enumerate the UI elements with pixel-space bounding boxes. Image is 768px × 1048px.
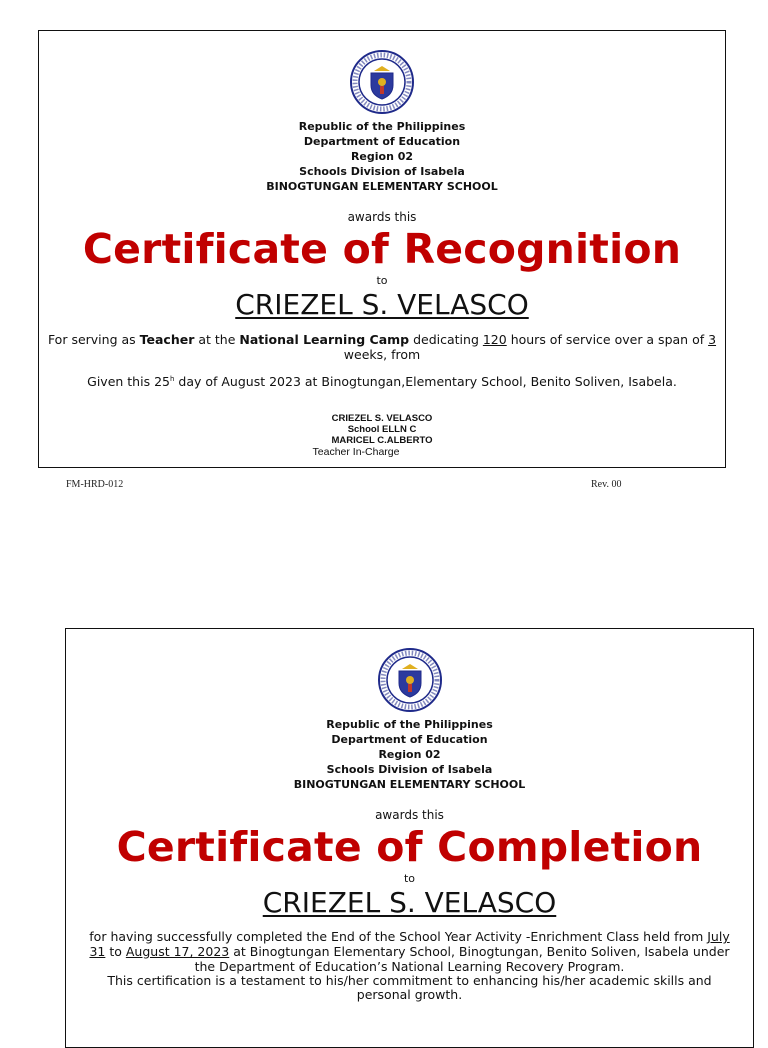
completion-body — [66, 929, 753, 974]
hours-value: 120 — [482, 332, 507, 347]
body-segment: hours of service over a span of — [506, 332, 709, 347]
header-line: Schools Division of Isabela — [326, 763, 493, 776]
revision-label: Rev. 00 — [591, 479, 622, 490]
header-line: Department of Education — [303, 135, 461, 148]
body-segment: at Binogtungan Elementary School, Binogtungan, Benito Soliven, Isabela under the Department of Education’s National Learning Recovery Program. — [194, 944, 730, 974]
end-date: August 17, 2023 — [125, 944, 230, 959]
form-code: FM-HRD-012 — [66, 479, 124, 490]
signatories — [39, 413, 725, 458]
deped-seal-icon — [349, 49, 415, 115]
start-date: July 31 — [89, 929, 730, 959]
testament-text: This certification is a testament to his/her commitment to enhancing his/her academic skills and personal growth. — [107, 973, 712, 1002]
to-text: to — [376, 274, 388, 287]
weeks-value: 3 — [708, 332, 717, 347]
given-segment: day of August 2023 at Binogtungan,Elementary School, Benito Soliven, Isabela. — [174, 374, 677, 389]
header-line: Republic of the Philippines — [298, 120, 466, 133]
program-text: National Learning Camp — [239, 332, 410, 347]
awards-text: awards this — [375, 808, 444, 822]
recognition-body — [39, 332, 725, 362]
role-text: Teacher — [139, 332, 195, 347]
recipient-name: CRIEZEL S. VELASCO — [235, 288, 529, 321]
awards-text: awards this — [347, 210, 417, 224]
to-text: to — [403, 872, 416, 885]
given-segment: Given this 25 — [87, 374, 170, 389]
certificate-of-recognition — [38, 30, 726, 468]
header-line: Republic of the Philippines — [326, 718, 493, 731]
header-line: Department of Education — [331, 733, 488, 746]
signatory-title: School ELLN C — [347, 424, 417, 435]
body-segment: for having successfully completed the End of the School Year Activity -Enrichment Class held from — [89, 929, 708, 944]
header-line: BINOGTUNGAN ELEMENTARY SCHOOL — [266, 180, 498, 193]
issuer-header — [66, 717, 753, 792]
certificate-title: Certificate of Completion — [116, 823, 703, 871]
header-line: Schools Division of Isabela — [299, 165, 465, 178]
recipient-name: CRIEZEL S. VELASCO — [262, 886, 557, 919]
certificate-title: Certificate of Recognition — [82, 225, 682, 273]
issuer-header — [39, 119, 725, 194]
header-line: BINOGTUNGAN ELEMENTARY SCHOOL — [293, 778, 526, 791]
signatory-title: Teacher In-Charge — [312, 446, 400, 458]
given-date-text — [39, 374, 725, 389]
body-segment: For serving as — [47, 332, 140, 347]
signatory-name: MARICEL C.ALBERTO — [331, 435, 433, 446]
day-suffix: h — [169, 374, 175, 383]
deped-seal-icon — [377, 647, 443, 713]
body-segment: to — [105, 944, 126, 959]
body-segment: weeks, from — [343, 347, 421, 362]
body-segment: dedicating — [409, 332, 483, 347]
signatory-name: CRIEZEL S. VELASCO — [331, 413, 433, 424]
header-line: Region 02 — [350, 150, 414, 163]
body-segment: at the — [194, 332, 240, 347]
header-line: Region 02 — [378, 748, 441, 761]
certificate-of-completion — [65, 628, 754, 1048]
